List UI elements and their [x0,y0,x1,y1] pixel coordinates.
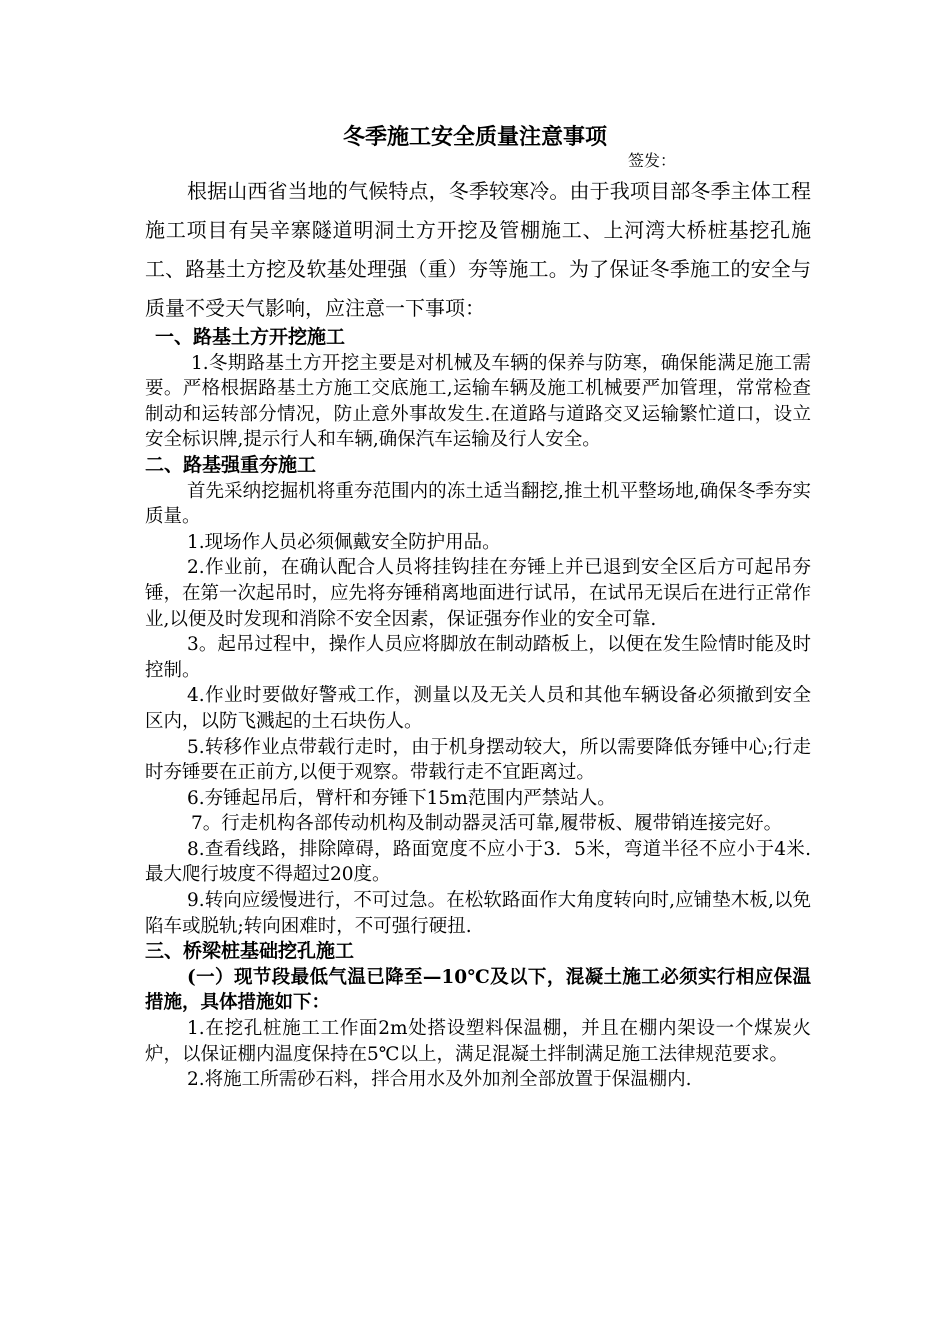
list-item: 2.将施工所需砂石料，拌合用水及外加剂全部放置于保温棚内. [187,1069,692,1091]
list-item: 9.转向应缓慢进行，不可过急。在松软路面作大角度转向时,应铺垫木板,以免陷车或脱轨;转向困难时，不可强行硬扭. [145,890,811,937]
list-item: 2.作业前，在确认配合人员将挂钩挂在夯锤上并已退到安全区后方可起吊夯锤，在第一次起吊时，应先将夯锤稍离地面进行试吊，在试吊无误后在进行正常作业,以便及时发现和消除不安全因素，保证强夯作业的安全可靠. [145,557,812,630]
list-item: 1.在挖孔桩施工工作面2m处搭设塑料保温棚，并且在棚内架设一个煤炭火炉，以保证棚内温度保持在5℃以上，满足混凝土拌制满足施工法律规范要求。 [145,1018,811,1065]
document-title: 冬季施工安全质量注意事项 [342,124,607,150]
section-heading-3: 三、桥梁桩基础挖孔施工 [145,940,355,963]
section-heading-1: 一、路基土方开挖施工 [155,326,346,348]
list-item: 8.查看线路，排除障碍，路面宽度不应小于3．5米，弯道半径不应小于4米.最大爬行坡度不得超过20度。 [145,838,811,886]
section3-subheading: (一）现节段最低气温已降至—10℃及以下，混凝土施工必须实行相应保温措施，具体措施如下： [145,966,811,1014]
list-item: 7。行走机构各部传动机构及制动器灵活可靠,履带板、履带销连接完好。 [191,813,783,835]
document-body [145,325,811,1093]
section1-paragraph: 1.冬期路基土方开挖主要是对机械及车辆的保养与防寒，确保能满足施工需要。严格根据路基土方施工交底施工,运输车辆及施工机械要严加管理，常常检查制动和运转部分情况，防止意外事故发生.在道路与道路交叉运输繁忙道口，设立安全标识牌,提示行人和车辆,确保汽车运输及行人安全。 [145,352,811,451]
section-heading-2: 二、路基强重夯施工 [145,453,317,476]
section2-intro: 首先采纳挖掘机将重夯范围内的冻土适当翻挖,推土机平整场地,确保冬季夯实质量。 [145,480,811,528]
list-item: 6.夯锤起吊后，臂杆和夯锤下15m范围内严禁站人。 [187,787,616,809]
sign-off-label: 签发： [628,151,677,170]
list-item: 5.转移作业点带载行走时，由于机身摆动较大，所以需要降低夯锤中心;行走时夯锤要在正前方,以便于观察。带载行走不宜距离过。 [145,736,811,784]
list-item: 3。起吊过程中，操作人员应将脚放在制动踏板上，以便在发生险情时能及时控制。 [145,634,811,681]
intro-paragraph: 根据山西省当地的气候特点，冬季较寒冷。由于我项目部冬季主体工程施工项目有吴辛寨隧道明洞土方开挖及管棚施工、上河湾大桥桩基挖孔施工、路基土方挖及软基处理强（重）夯等施工。为了保证冬季施工的安全与质量不受天气影响，应注意一下事项： [145,179,811,320]
list-item: 4.作业时要做好警戒工作，测量以及无关人员和其他车辆设备必须撤到安全区内，以防飞溅起的土石块伤人。 [145,685,811,732]
list-item: 1.现场作人员必须佩戴安全防护用品。 [187,531,501,553]
